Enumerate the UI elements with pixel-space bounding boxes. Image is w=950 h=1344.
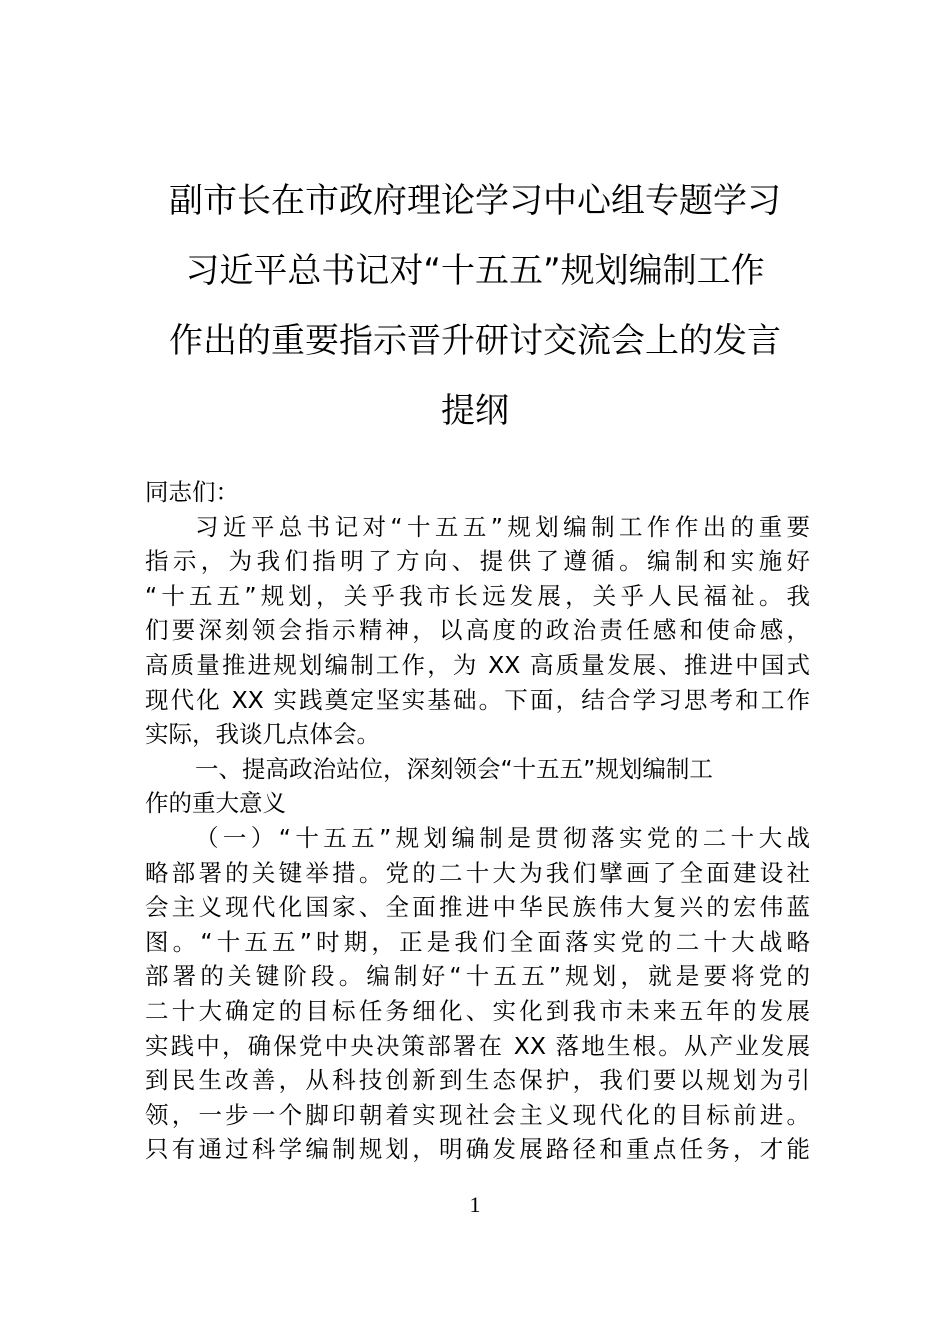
paragraph-line: 指示，为我们指明了方向、提供了遵循。编制和实施好 <box>145 547 810 576</box>
paragraph-line: 部署的关键阶段。编制好“十五五”规划，就是要将党的 <box>145 962 810 991</box>
paragraph-line: 实践中，确保党中央决策部署在 XX 落地生根。从产业发展 <box>145 1031 810 1060</box>
paragraph-line: “十五五”规划，关乎我市长远发展，关乎人民福祉。我 <box>145 581 810 610</box>
paragraph-line: 略部署的关键举措。党的二十大为我们擘画了全面建设社 <box>145 858 810 887</box>
title-line-2: 习近平总书记对“十五五”规划编制工作 <box>185 251 765 291</box>
paragraph-line: 只有通过科学编制规划，明确发展路径和重点任务，才能 <box>145 1135 810 1164</box>
section-heading-line: 作的重大意义 <box>145 789 286 818</box>
paragraph-line: 会主义现代化国家、全面推进中华民族伟大复兴的宏伟蓝 <box>145 893 810 922</box>
paragraph-line: 现代化 XX 实践奠定坚实基础。下面，结合学习思考和工作 <box>145 685 810 714</box>
paragraph-line: 高质量推进规划编制工作，为 XX 高质量发展、推进中国式 <box>145 650 810 679</box>
document-body <box>145 475 810 1167</box>
paragraph-line: 们要深刻领会指示精神，以高度的政治责任感和使命感， <box>145 616 810 645</box>
document-title <box>145 166 805 446</box>
paragraph-line: 实际，我谈几点体会。 <box>145 720 380 749</box>
paragraph-line: 领，一步一个脚印朝着实现社会主义现代化的目标前进。 <box>145 1100 810 1129</box>
subsection-line: （一）“十五五”规划编制是贯彻落实党的二十大战 <box>195 823 810 852</box>
page-number: 1 <box>469 1192 481 1217</box>
title-line-4: 提纲 <box>441 391 509 431</box>
title-line-3: 作出的重要指示晋升研讨交流会上的发言 <box>169 321 781 361</box>
paragraph-line: 到民生改善，从科技创新到生态保护，我们要以规划为引 <box>145 1066 810 1095</box>
paragraph-line: 习近平总书记对“十五五”规划编制工作作出的重要 <box>195 512 810 541</box>
paragraph-line: 图。“十五五”时期，正是我们全面落实党的二十大战略 <box>145 927 810 956</box>
title-line-1: 副市长在市政府理论学习中心组专题学习 <box>169 181 781 221</box>
section-heading-line: 一、提高政治站位，深刻领会“十五五”规划编制工 <box>195 754 713 783</box>
salutation: 同志们： <box>145 478 239 506</box>
paragraph-line: 二十大确定的目标任务细化、实化到我市未来五年的发展 <box>145 996 810 1025</box>
